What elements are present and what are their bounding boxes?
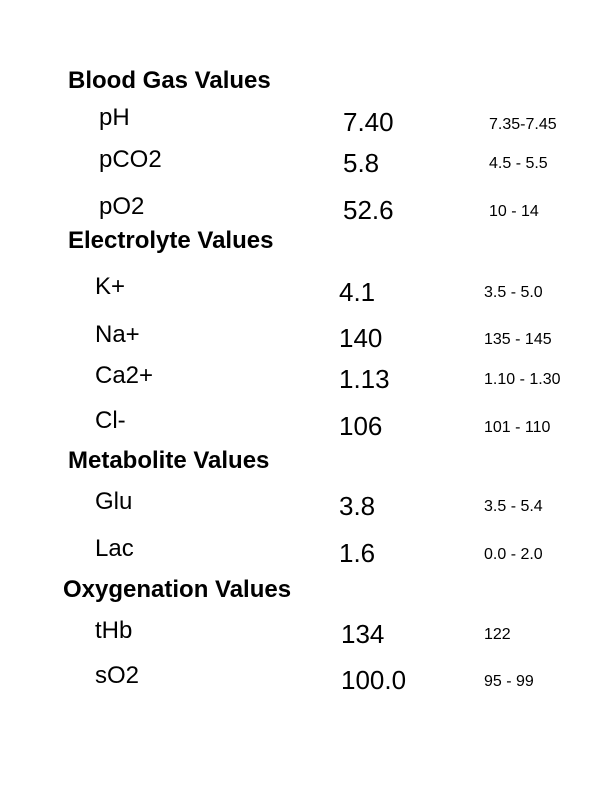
analyte-label-pco2: pCO2 — [99, 146, 162, 173]
result-value-k: 4.1 — [339, 277, 376, 307]
section-title-metabolite: Metabolite Values — [68, 447, 270, 474]
reference-range-so2: 95 - 99 — [484, 673, 534, 690]
reference-range-k: 3.5 - 5.0 — [484, 284, 543, 301]
section-title-blood-gas: Blood Gas Values — [68, 67, 271, 94]
reference-range-na: 135 - 145 — [484, 331, 552, 348]
reference-range-thb: 122 — [484, 626, 511, 643]
analyte-label-po2: pO2 — [99, 193, 145, 220]
analyte-label-na: Na+ — [95, 321, 140, 348]
result-value-na: 140 — [339, 323, 383, 353]
result-value-pco2: 5.8 — [343, 148, 380, 178]
analyte-label-ca: Ca2+ — [95, 362, 154, 389]
section-title-oxygenation: Oxygenation Values — [63, 576, 292, 603]
result-value-ph: 7.40 — [343, 107, 394, 137]
result-value-po2: 52.6 — [343, 195, 394, 225]
result-value-lac: 1.6 — [339, 538, 376, 568]
analyte-label-cl: Cl- — [95, 407, 126, 434]
result-value-so2: 100.0 — [341, 665, 407, 695]
section-title-electrolyte: Electrolyte Values — [68, 227, 274, 254]
analyte-label-so2: sO2 — [95, 662, 140, 689]
result-value-cl: 106 — [339, 411, 383, 441]
analyte-label-ph: pH — [99, 104, 130, 131]
analyte-label-thb: tHb — [95, 617, 133, 644]
analyte-label-k: K+ — [95, 273, 126, 300]
reference-range-ph: 7.35-7.45 — [489, 116, 557, 133]
reference-range-lac: 0.0 - 2.0 — [484, 546, 543, 563]
reference-range-cl: 101 - 110 — [484, 419, 551, 436]
analyte-label-lac: Lac — [95, 535, 134, 562]
reference-range-pco2: 4.5 - 5.5 — [489, 155, 548, 172]
reference-range-ca: 1.10 - 1.30 — [484, 371, 561, 388]
result-value-ca: 1.13 — [339, 364, 390, 394]
result-value-glu: 3.8 — [339, 491, 376, 521]
reference-range-po2: 10 - 14 — [489, 203, 539, 220]
reference-range-glu: 3.5 - 5.4 — [484, 498, 543, 515]
analyte-label-glu: Glu — [95, 488, 133, 515]
result-value-thb: 134 — [341, 619, 385, 649]
